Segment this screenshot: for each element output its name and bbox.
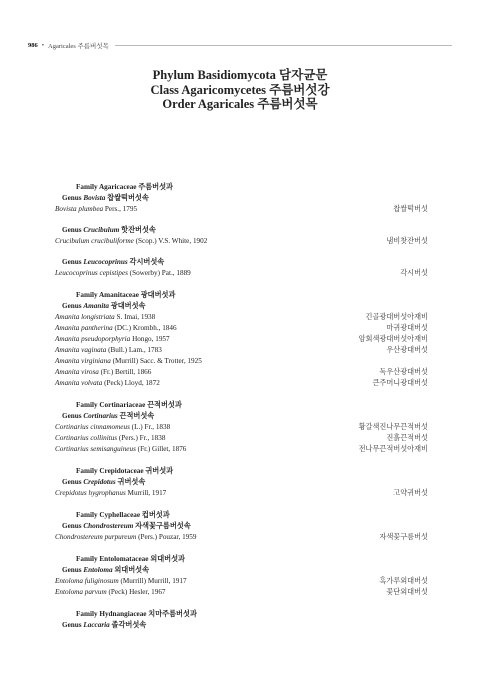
- family-heading: [55, 510, 428, 521]
- family-label: Family: [76, 401, 98, 409]
- species-row: [55, 345, 428, 356]
- species-entry: [55, 367, 151, 378]
- genus-name: Amanita: [83, 302, 109, 310]
- species-korean-name: 황갈색진나무끈적버섯: [358, 423, 428, 431]
- family-block: [55, 290, 428, 389]
- species-name: Entoloma parvum: [55, 588, 107, 596]
- species-author: (Pers.) Pouzar, 1959: [138, 533, 197, 541]
- species-row: [55, 367, 428, 378]
- genus-gap: [55, 247, 428, 257]
- species-author: Pers., 1795: [104, 205, 138, 213]
- species-korean-name: 고약귀버섯: [393, 489, 428, 497]
- genus-heading: [55, 620, 428, 631]
- species-name: Chondrostereum purpureum: [55, 533, 137, 541]
- genus-label: Genus: [62, 226, 82, 234]
- species-row: [55, 204, 428, 215]
- family-block: [55, 400, 428, 455]
- species-entry: [55, 204, 137, 215]
- family-label: Family: [76, 291, 98, 299]
- species-row: [55, 356, 428, 367]
- species-name: Leucocoprinus cepistipes: [55, 269, 128, 277]
- species-entry: [55, 356, 202, 367]
- species-korean-name: 각시버섯: [400, 269, 428, 277]
- family-block: [55, 510, 428, 543]
- genus-name: Entoloma: [83, 566, 113, 574]
- species-row: [55, 444, 428, 455]
- page-title-block: [0, 68, 480, 112]
- family-block: [55, 466, 428, 499]
- species-row: [55, 268, 428, 279]
- family-label: Family: [76, 183, 98, 191]
- species-entry: [55, 236, 207, 247]
- family-name: Amanitaceae: [98, 291, 139, 299]
- genus-name: Leucocoprinus: [83, 258, 128, 266]
- family-korean-name: 끈적버섯과: [147, 401, 182, 409]
- genus-korean-name: 광대버섯속: [110, 302, 146, 310]
- species-name: Crepidotus hygrophanus: [55, 489, 126, 497]
- genus-label: Genus: [62, 566, 82, 574]
- species-entry: [55, 312, 155, 323]
- species-name: Cortinarius cinnamomeus: [55, 423, 130, 431]
- separator-dot: •: [41, 42, 45, 49]
- species-entry: [55, 433, 165, 444]
- species-entry: [55, 576, 187, 587]
- family-name: Cyphellaceae: [99, 511, 141, 519]
- species-entry: [55, 334, 170, 345]
- species-row: [55, 433, 428, 444]
- genus-korean-name: 끈적버섯속: [119, 412, 155, 420]
- genus-label: Genus: [62, 522, 82, 530]
- species-row: [55, 236, 428, 247]
- genus-heading: [55, 565, 428, 576]
- species-entry: [55, 422, 170, 433]
- species-entry: [55, 268, 191, 279]
- genus-name: Cortinarius: [83, 412, 118, 420]
- family-label: Family: [76, 467, 98, 475]
- species-author: (Peck) Hesler, 1967: [108, 588, 166, 596]
- family-korean-name: 귀버섯과: [145, 467, 174, 475]
- species-korean-name: 독우산광대버섯: [379, 368, 428, 376]
- genus-label: Genus: [62, 621, 82, 629]
- genus-korean-name: 찹쌀떡버섯속: [107, 194, 149, 202]
- genus-label: Genus: [62, 478, 82, 486]
- species-korean-name: 냄비찻잔버섯: [386, 237, 428, 245]
- family-korean-name: 광대버섯과: [140, 291, 176, 299]
- species-korean-name: 자색꽃구름버섯: [379, 533, 428, 541]
- species-name: Entoloma fuliginosum: [55, 577, 119, 585]
- family-name: Entolomataceae: [99, 555, 149, 563]
- species-name: Amanita virosa: [55, 368, 99, 376]
- species-entry: [55, 323, 177, 334]
- genus-label: Genus: [62, 258, 82, 266]
- species-author: (Scop.) V.S. White, 1902: [135, 237, 208, 245]
- family-block: [55, 554, 428, 598]
- genus-korean-name: 자색꽃구름버섯속: [135, 522, 191, 530]
- genus-heading: [55, 257, 428, 268]
- species-name: Cortinarius collinitus: [55, 434, 118, 442]
- family-korean-name: 외대버섯과: [150, 555, 185, 563]
- species-name: Amanita pseudoporphyria: [55, 335, 131, 343]
- genus-label: Genus: [62, 302, 82, 310]
- genus-gap: [55, 215, 428, 225]
- species-row: [55, 422, 428, 433]
- family-name: Crepidotaceae: [99, 467, 144, 475]
- species-name: Crucibulum crucibuliforme: [55, 237, 134, 245]
- genus-korean-name: 각시버섯속: [129, 258, 165, 266]
- family-name: Cortinariaceae: [99, 401, 146, 409]
- species-name: Bovista plumbea: [55, 205, 104, 213]
- family-label: Family: [76, 511, 98, 519]
- species-author: (L.) Fr., 1838: [131, 423, 171, 431]
- species-korean-name: 긴골광대버섯아재비: [365, 313, 428, 321]
- species-row: [55, 488, 428, 499]
- species-row: [55, 323, 428, 334]
- species-entry: [55, 444, 186, 455]
- species-korean-name: 큰주머니광대버섯: [372, 379, 428, 387]
- species-author: Murrill, 1917: [127, 489, 167, 497]
- genus-korean-name: 핫잔버섯속: [121, 226, 156, 234]
- genus-name: Chondrostereum: [83, 522, 134, 530]
- family-korean-name: 치마주름버섯과: [148, 610, 197, 618]
- species-name: Amanita volvata: [55, 379, 103, 387]
- species-korean-name: 꽃단외대버섯: [386, 588, 428, 596]
- family-korean-name: 주름버섯과: [138, 183, 173, 191]
- species-author: Hongo, 1957: [132, 335, 170, 343]
- species-entry: [55, 587, 166, 598]
- genus-name: Laccaria: [83, 621, 110, 629]
- family-heading: [55, 609, 428, 620]
- species-row: [55, 576, 428, 587]
- species-korean-name: 진흙끈적버섯: [386, 434, 428, 442]
- species-author: (Pers.) Fr., 1838: [118, 434, 166, 442]
- family-korean-name: 컵버섯과: [141, 511, 170, 519]
- species-author: (Fr.) Bertill, 1866: [100, 368, 152, 376]
- species-author: (Fr.) Gillet, 1876: [137, 445, 187, 453]
- species-entry: [55, 378, 160, 389]
- species-author: (Peck) Lloyd, 1872: [104, 379, 160, 387]
- genus-heading: [55, 225, 428, 236]
- genus-heading: [55, 521, 428, 532]
- genus-heading: [55, 477, 428, 488]
- family-block: [55, 609, 428, 631]
- species-row: [55, 587, 428, 598]
- species-author: S. Imai, 1938: [116, 313, 156, 321]
- species-row: [55, 378, 428, 389]
- species-row: [55, 312, 428, 323]
- family-heading: [55, 182, 428, 193]
- genus-korean-name: 귀버섯속: [117, 478, 146, 486]
- species-author: (DC.) Krombh., 1846: [114, 324, 177, 332]
- species-name: Amanita virginiana: [55, 357, 111, 365]
- species-name: Amanita longistriata: [55, 313, 115, 321]
- family-heading: [55, 400, 428, 411]
- species-name: Amanita vaginata: [55, 346, 107, 354]
- page-number: 986: [28, 42, 38, 49]
- genus-label: Genus: [62, 412, 82, 420]
- family-name: Agaricaceae: [98, 183, 137, 191]
- species-name: Amanita pantherina: [55, 324, 113, 332]
- species-name: Cortinarius semisanguineus: [55, 445, 136, 453]
- genus-name: Crepidotus: [83, 478, 116, 486]
- species-korean-name: 전나무끈적버섯아재비: [358, 445, 428, 453]
- genus-label: Genus: [62, 194, 82, 202]
- species-row: [55, 334, 428, 345]
- species-entry: [55, 532, 196, 543]
- genus-name: Crucibulum: [83, 226, 120, 234]
- genus-heading: [55, 193, 428, 204]
- genus-korean-name: 졸각버섯속: [111, 621, 147, 629]
- family-name: Hydnangiaceae: [99, 610, 147, 618]
- species-author: (Bull.) Lam., 1783: [108, 346, 162, 354]
- species-entry: [55, 488, 166, 499]
- family-heading: [55, 290, 428, 301]
- species-korean-name: 암회색광대버섯아재비: [358, 335, 428, 343]
- title-phylum: Phylum Basidiomycota 담자균문: [152, 68, 328, 82]
- species-author: (Sowerby) Pat., 1889: [129, 269, 191, 277]
- title-order: Order Agaricales 주름버섯목: [162, 97, 318, 111]
- taxonomy-list: [55, 182, 428, 642]
- title-class: Class Agaricomycetes 주름버섯강: [150, 82, 330, 97]
- family-heading: [55, 554, 428, 565]
- species-entry: [55, 345, 162, 356]
- species-korean-name: 찹쌀떡버섯: [393, 205, 428, 213]
- genus-heading: [55, 301, 428, 312]
- family-label: Family: [76, 610, 98, 618]
- species-author: (Murrill) Sacc. & Trotter, 1925: [112, 357, 202, 365]
- running-head: [28, 41, 452, 50]
- family-block: [55, 182, 428, 279]
- header-rule: [115, 45, 452, 46]
- genus-name: Bovista: [83, 194, 106, 202]
- family-heading: [55, 466, 428, 477]
- species-korean-name: 우산광대버섯: [386, 346, 428, 354]
- species-korean-name: 마귀광대버섯: [386, 324, 428, 332]
- genus-korean-name: 외대버섯속: [114, 566, 150, 574]
- running-head-section: Agaricales 주름버섯목: [48, 43, 109, 50]
- family-label: Family: [76, 555, 98, 563]
- species-author: (Murrill) Murrill, 1917: [120, 577, 187, 585]
- genus-heading: [55, 411, 428, 422]
- species-row: [55, 532, 428, 543]
- species-korean-name: 흑가루외대버섯: [379, 577, 428, 585]
